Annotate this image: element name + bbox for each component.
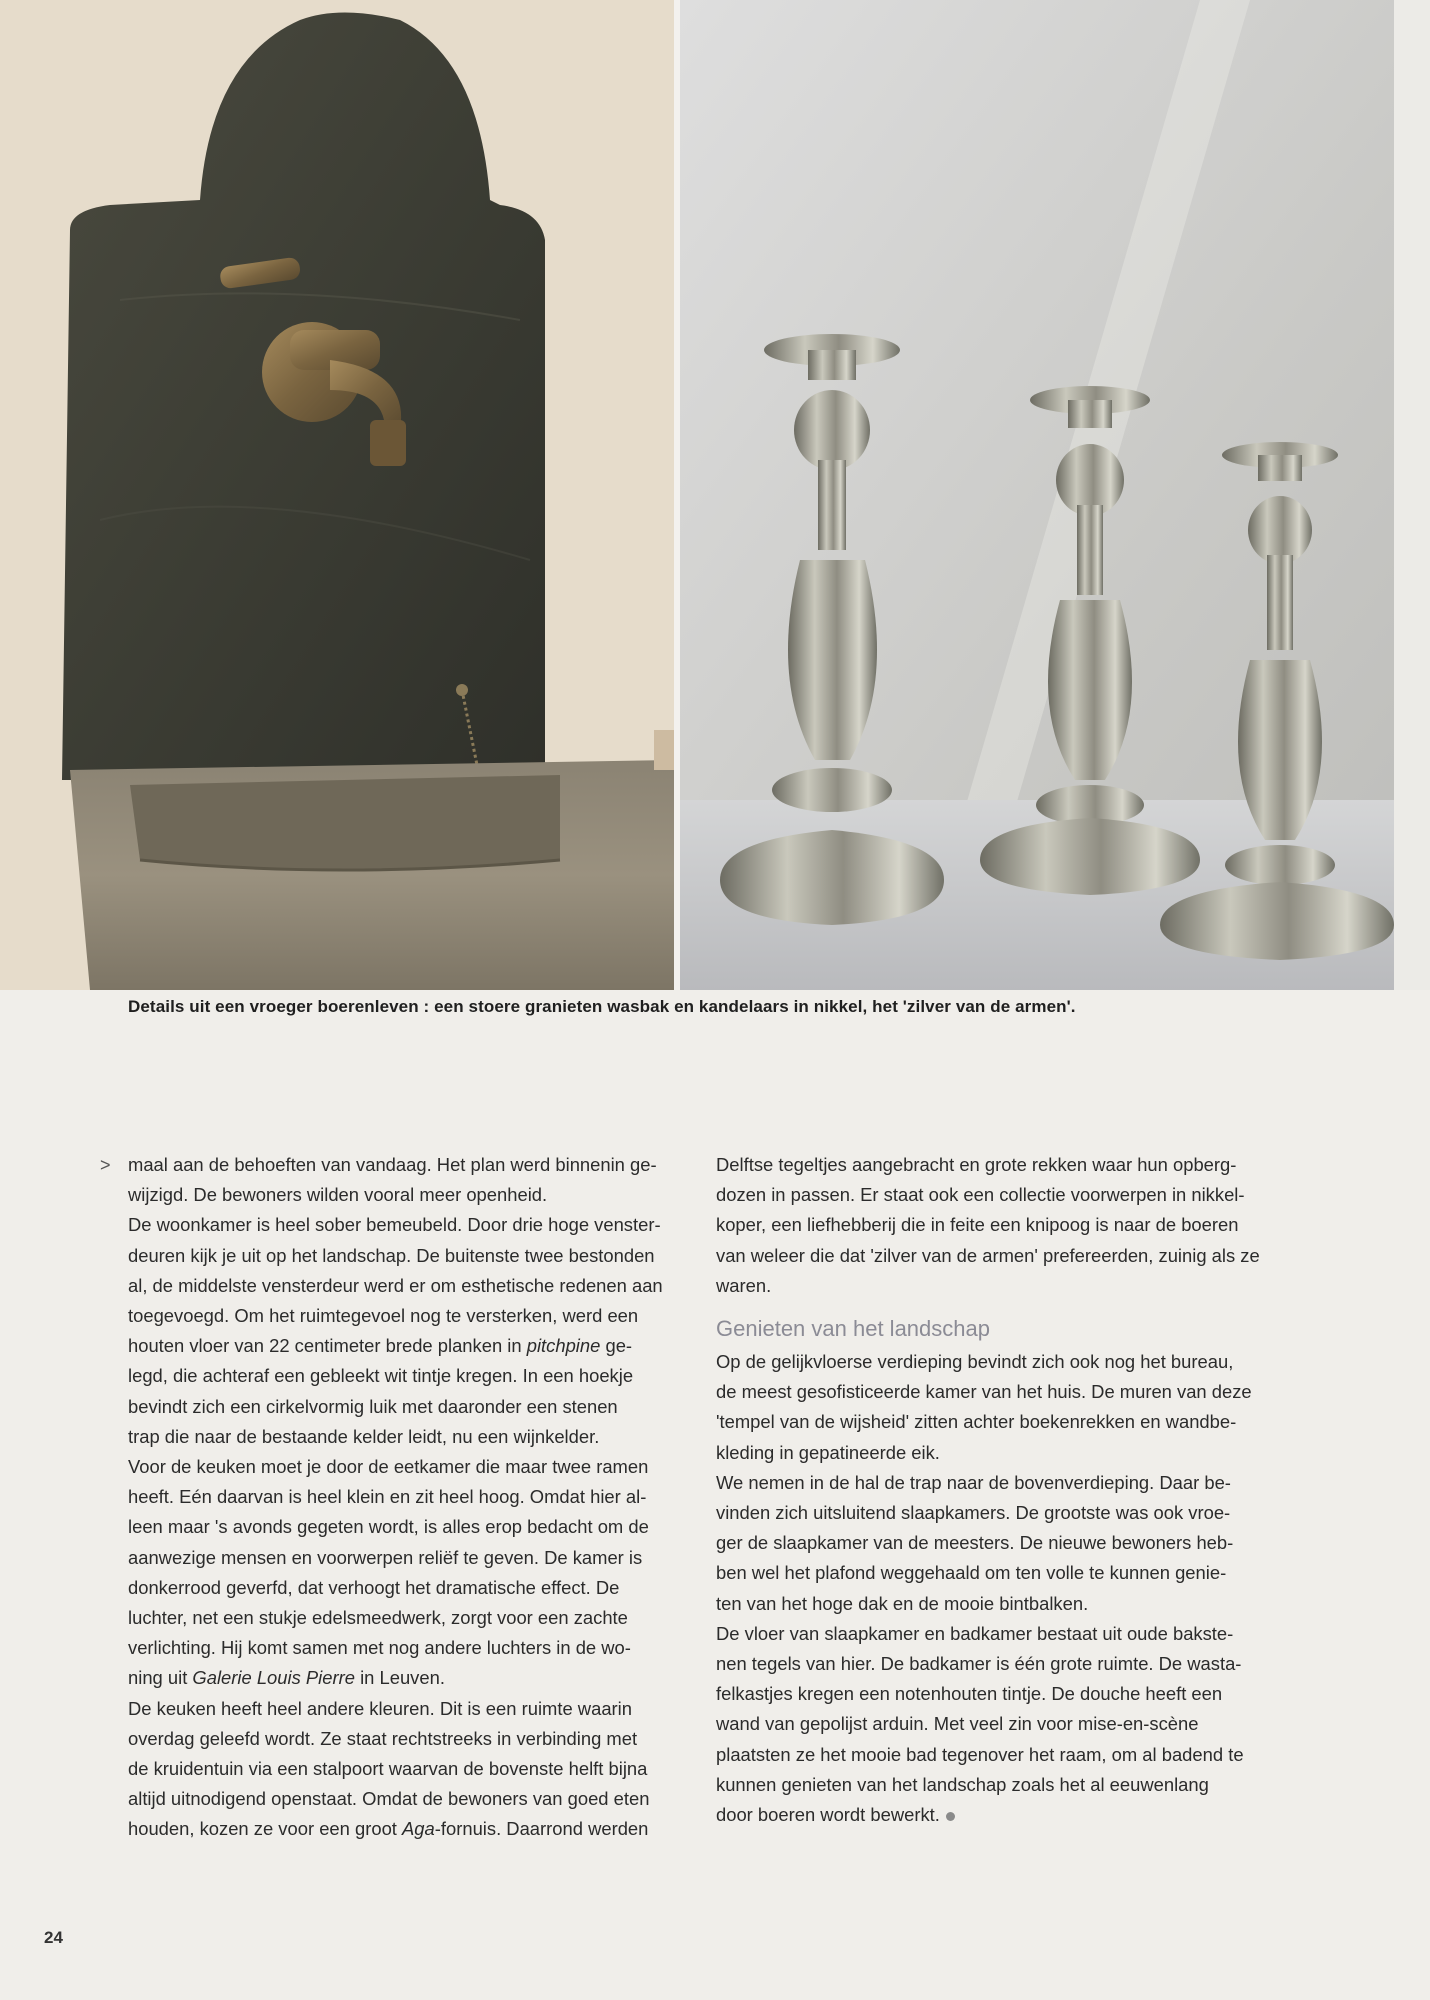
text-line: leen maar 's avonds gegeten wordt, is alles erop bedacht om de: [128, 1516, 649, 1538]
photo-granite-sink: [0, 0, 674, 990]
text-line: de kruidentuin via een stalpoort waarvan de bovenste helft bijna: [128, 1758, 648, 1780]
text-line: wijzigd. De bewoners wilden vooral meer openheid.: [128, 1184, 548, 1206]
text-line: trap die naar de bestaande kelder leidt, nu een wijnkelder.: [128, 1425, 600, 1447]
text-line: 'tempel van de wijsheid' zitten achter boekenrekken en wandbe-: [716, 1411, 1237, 1433]
text-line: kleding in gepatineerde eik.: [716, 1441, 940, 1463]
text-line: bevindt zich een cirkelvormig luik met daaronder een stenen: [128, 1395, 618, 1417]
text-segment: door boeren wordt bewerkt.: [716, 1804, 940, 1826]
italic-term: Galerie Louis Pierre: [192, 1667, 355, 1689]
text-line: toegevoegd. Om het ruimtegevoel nog te versterken, werd een: [128, 1305, 639, 1327]
text-line: altijd uitnodigend openstaat. Omdat de bewoners van goed eten: [128, 1788, 650, 1810]
text-line: [128, 1331, 688, 1361]
text-line: heeft. Eén daarvan is heel klein en zit heel hoog. Omdat hier al-: [128, 1486, 647, 1508]
text-line: de meest gesofisticeerde kamer van het huis. De muren van deze: [716, 1381, 1252, 1403]
text-line: nen tegels van hier. De badkamer is één grote ruimte. De wasta-: [716, 1653, 1242, 1675]
text-line: felkastjes kregen een notenhouten tintje. De douche heeft een: [716, 1683, 1223, 1705]
text-segment: houden, kozen ze voor een groot: [128, 1818, 403, 1840]
text-line: aanwezige mensen en voorwerpen reliëf te geven. De kamer is: [128, 1546, 643, 1568]
text-line: Op de gelijkvloerse verdieping bevindt zich ook nog het bureau,: [716, 1351, 1234, 1373]
text-line: van weleer die dat 'zilver van de armen' prefereerden, zuinig als ze: [716, 1244, 1260, 1266]
italic-term: pitchpine: [526, 1335, 601, 1357]
text-line: ten van het hoge dak en de mooie bintbalken.: [716, 1592, 1089, 1614]
photo-nickel-candlesticks: [680, 0, 1394, 990]
text-column-right: [716, 1150, 1278, 1830]
text-line: ben wel het plafond weggehaald om ten volle te kunnen genie-: [716, 1562, 1227, 1584]
text-segment: houten vloer van 22 centimeter brede planken in: [128, 1335, 527, 1357]
text-line: luchter, net een stukje edelsmeedwerk, zorgt voor een zachte: [128, 1607, 628, 1629]
text-line-last: [716, 1800, 1278, 1830]
text-line: De keuken heeft heel andere kleuren. Dit is een ruimte waarin: [128, 1697, 632, 1719]
text-line: overdag geleefd wordt. Ze staat rechtstreeks in verbinding met: [128, 1727, 638, 1749]
text-line: deuren kijk je uit op het landschap. De buitenste twee bestonden: [128, 1244, 655, 1266]
text-line: legd, die achteraf een gebleekt wit tintje kregen. In een hoekje: [128, 1365, 634, 1387]
text-segment: -fornuis. Daarrond werden: [434, 1818, 649, 1840]
text-line: kunnen genieten van het landschap zoals het al eeuwenlang: [716, 1773, 1209, 1795]
continuation-mark: >: [100, 1155, 111, 1175]
text-line: De vloer van slaapkamer en badkamer bestaat uit oude bakste-: [716, 1622, 1234, 1644]
text-line: verlichting. Hij komt samen met nog andere luchters in de wo-: [128, 1637, 631, 1659]
italic-term: Aga: [402, 1818, 435, 1840]
text-line: [128, 1814, 688, 1844]
text-segment: ning uit: [128, 1667, 193, 1689]
text-column-left: [128, 1150, 688, 1845]
text-line: Delftse tegeltjes aangebracht en grote rekken waar hun opberg-: [716, 1154, 1237, 1175]
text-line: Voor de keuken moet je door de eetkamer die maar twee ramen: [128, 1456, 649, 1478]
granite-sink-illustration: [0, 0, 674, 990]
text-line: donkerrood geverfd, dat verhoogt het dramatische effect. De: [128, 1576, 620, 1598]
page-margin-right: [1394, 0, 1430, 990]
text-line: koper, een liefhebberij die in feite een knipoog is naar de boeren: [716, 1214, 1239, 1236]
text-line: ger de slaapkamer van de meesters. De nieuwe bewoners heb-: [716, 1532, 1234, 1554]
end-of-article-dot-icon: [946, 1812, 955, 1821]
text-line: al, de middelste vensterdeur werd er om esthetische redenen aan: [128, 1274, 663, 1296]
text-line: plaatsten ze het mooie bad tegenover het raam, om al badend te: [716, 1743, 1244, 1765]
page-number: 24: [44, 1928, 63, 1947]
text-line: dozen in passen. Er staat ook een collectie voorwerpen in nikkel-: [716, 1184, 1245, 1206]
text-segment: in Leuven.: [354, 1667, 445, 1689]
photo-caption: Details uit een vroeger boerenleven : een stoere granieten wasbak en kandelaars in nikkel, het 'zilver van de armen'.: [128, 997, 1076, 1016]
section-subheading: Genieten van het landschap: [716, 1316, 990, 1342]
text-line: De woonkamer is heel sober bemeubeld. Door drie hoge venster-: [128, 1214, 661, 1236]
text-line: We nemen in de hal de trap naar de bovenverdieping. Daar be-: [716, 1471, 1231, 1493]
text-line: vinden zich uitsluitend slaapkamers. De grootste was ook vroe-: [716, 1502, 1231, 1524]
text-line: waren.: [716, 1274, 772, 1296]
photo-spread: [0, 0, 1430, 990]
text-line: [128, 1663, 688, 1693]
text-line: wand van gepolijst arduin. Met veel zin voor mise-en-scène: [716, 1713, 1199, 1735]
text-line: maal aan de behoeften van vandaag. Het plan werd binnenin ge-: [128, 1154, 657, 1175]
text-segment: ge-: [600, 1335, 633, 1357]
candlesticks-illustration: [680, 0, 1394, 990]
